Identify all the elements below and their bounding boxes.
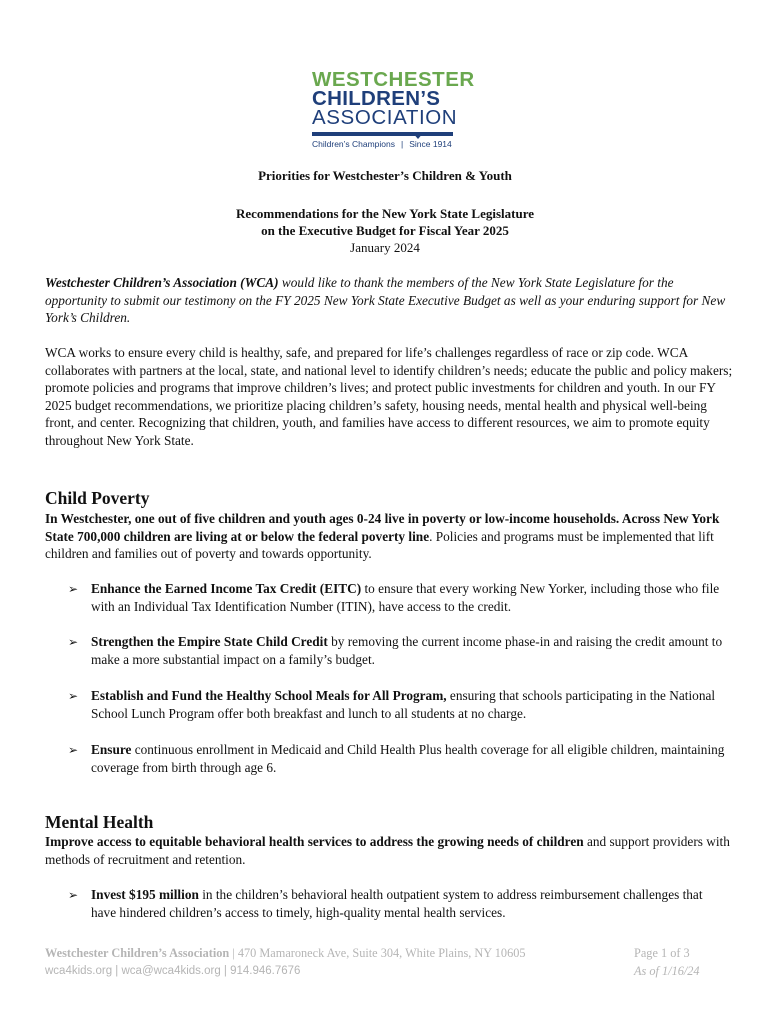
bullet-bold: Strengthen the Empire State Child Credit: [91, 634, 328, 649]
as-of-date: As of 1/16/24: [634, 964, 700, 978]
list-item: [68, 886, 728, 922]
child-poverty-bold: In Westchester, one out of five children and youth ages 0-24 live in poverty or low-income households. Across New York State 700,000 children are living at or below the federal poverty line: [45, 511, 720, 544]
document-date: January 2024: [350, 240, 420, 255]
bullet-text: by removing the current income phase-in and raising the credit amount to make a more substantial impact on a family’s budget.: [91, 634, 723, 667]
mental-health-intro: [45, 833, 735, 868]
bullet-text: to ensure that every working New Yorker, including those who file with an Individual Tax Identification Number (ITIN), have access to the credit.: [91, 581, 720, 614]
footer-links: wca4kids.org | wca@wca4kids.org | 914.946.7676: [45, 965, 301, 977]
child-poverty-rest: . Policies and programs must be implemented that lift children and families out of poverty and towards opportunity.: [45, 528, 714, 561]
mission-paragraph: WCA works to ensure every child is healthy, safe, and prepared for life’s challenges regardless of race or zip code. WCA collaborates with partners at the local, state, and national level to identify children’s needs; educate the public and policy makers; promote policies and programs that improve children’s lives; and protect public investments for children and youth. In our FY 2025 budget recommendations, we prioritize placing children’s safety, housing needs, mental health and physical well-being front, and center. Recognizing that children, youth, and families have access to different resources, we aim to promote equity throughout New York State.: [45, 345, 733, 448]
mental-health-bold: Improve access to equitable behavioral health services to address the growing needs of children: [45, 834, 584, 849]
footer-contact: [45, 944, 526, 980]
footer-address: | 470 Mamaroneck Ave, Suite 304, White Plains, NY 10605: [229, 946, 526, 960]
bullet-text: in the children’s behavioral health outpatient system to address reimbursement challenges that have hindered children’s access to timely, high-quality mental health services.: [91, 887, 703, 920]
logo-tagline-since: Since 1914: [409, 139, 452, 149]
logo-bar: [312, 132, 453, 136]
rec-line-2: on the Executive Budget for Fiscal Year 2025: [261, 223, 509, 238]
bullet-bold: Establish and Fund the Healthy School Meals for All Program,: [91, 688, 447, 703]
logo-line-association: ASSOCIATION: [312, 106, 458, 129]
logo-tagline-separator: |: [401, 139, 404, 149]
list-item: [68, 687, 728, 723]
page-title: Priorities for Westchester’s Children & Youth: [258, 168, 512, 183]
arrow-bullet-icon: ➢: [68, 582, 79, 596]
bullet-bold: Enhance the Earned Income Tax Credit (EITC): [91, 581, 362, 596]
logo-line-westchester: WESTCHESTER: [312, 68, 475, 91]
intro-paragraph: [45, 274, 735, 327]
recommendations-header: [0, 205, 770, 256]
logo-speech-notch: [412, 132, 424, 139]
mental-health-rest: and support providers with methods of recruitment and retention.: [45, 834, 730, 867]
intro-org: Westchester Children’s Association (WCA): [45, 275, 279, 290]
wca-logo: [312, 68, 475, 149]
list-item: [68, 633, 728, 669]
heading-child-poverty: Child Poverty: [45, 488, 150, 508]
child-poverty-intro: [45, 510, 735, 563]
page-number: Page 1 of 3: [634, 946, 690, 960]
footer-org: Westchester Children’s Association: [45, 946, 230, 960]
logo-line-childrens: CHILDREN’S: [312, 87, 441, 110]
bullet-bold: Ensure: [91, 742, 132, 757]
list-item: [68, 580, 728, 616]
arrow-bullet-icon: ➢: [68, 888, 79, 902]
arrow-bullet-icon: ➢: [68, 743, 79, 757]
logo-tagline: [312, 139, 462, 149]
intro-text: would like to thank the members of the New York State Legislature for the opportunity to submit our testimony on the FY 2025 New York State Executive Budget as well as your enduring support for New York’s Children.: [45, 275, 726, 325]
arrow-bullet-icon: ➢: [68, 689, 79, 703]
bullet-bold: Invest $195 million: [91, 887, 199, 902]
footer-page-info: [634, 944, 700, 980]
list-item: [68, 741, 728, 777]
logo-tagline-champions: Children’s Champions: [312, 139, 395, 149]
bullet-text: continuous enrollment in Medicaid and Child Health Plus health coverage for all eligible children, maintaining coverage from birth through age 6.: [91, 742, 725, 775]
arrow-bullet-icon: ➢: [68, 635, 79, 649]
heading-mental-health: Mental Health: [45, 812, 154, 832]
bullet-text: ensuring that schools participating in the National School Lunch Program offer both breakfast and lunch to all students at no charge.: [91, 688, 716, 721]
rec-line-1: Recommendations for the New York State Legislature: [236, 206, 534, 221]
